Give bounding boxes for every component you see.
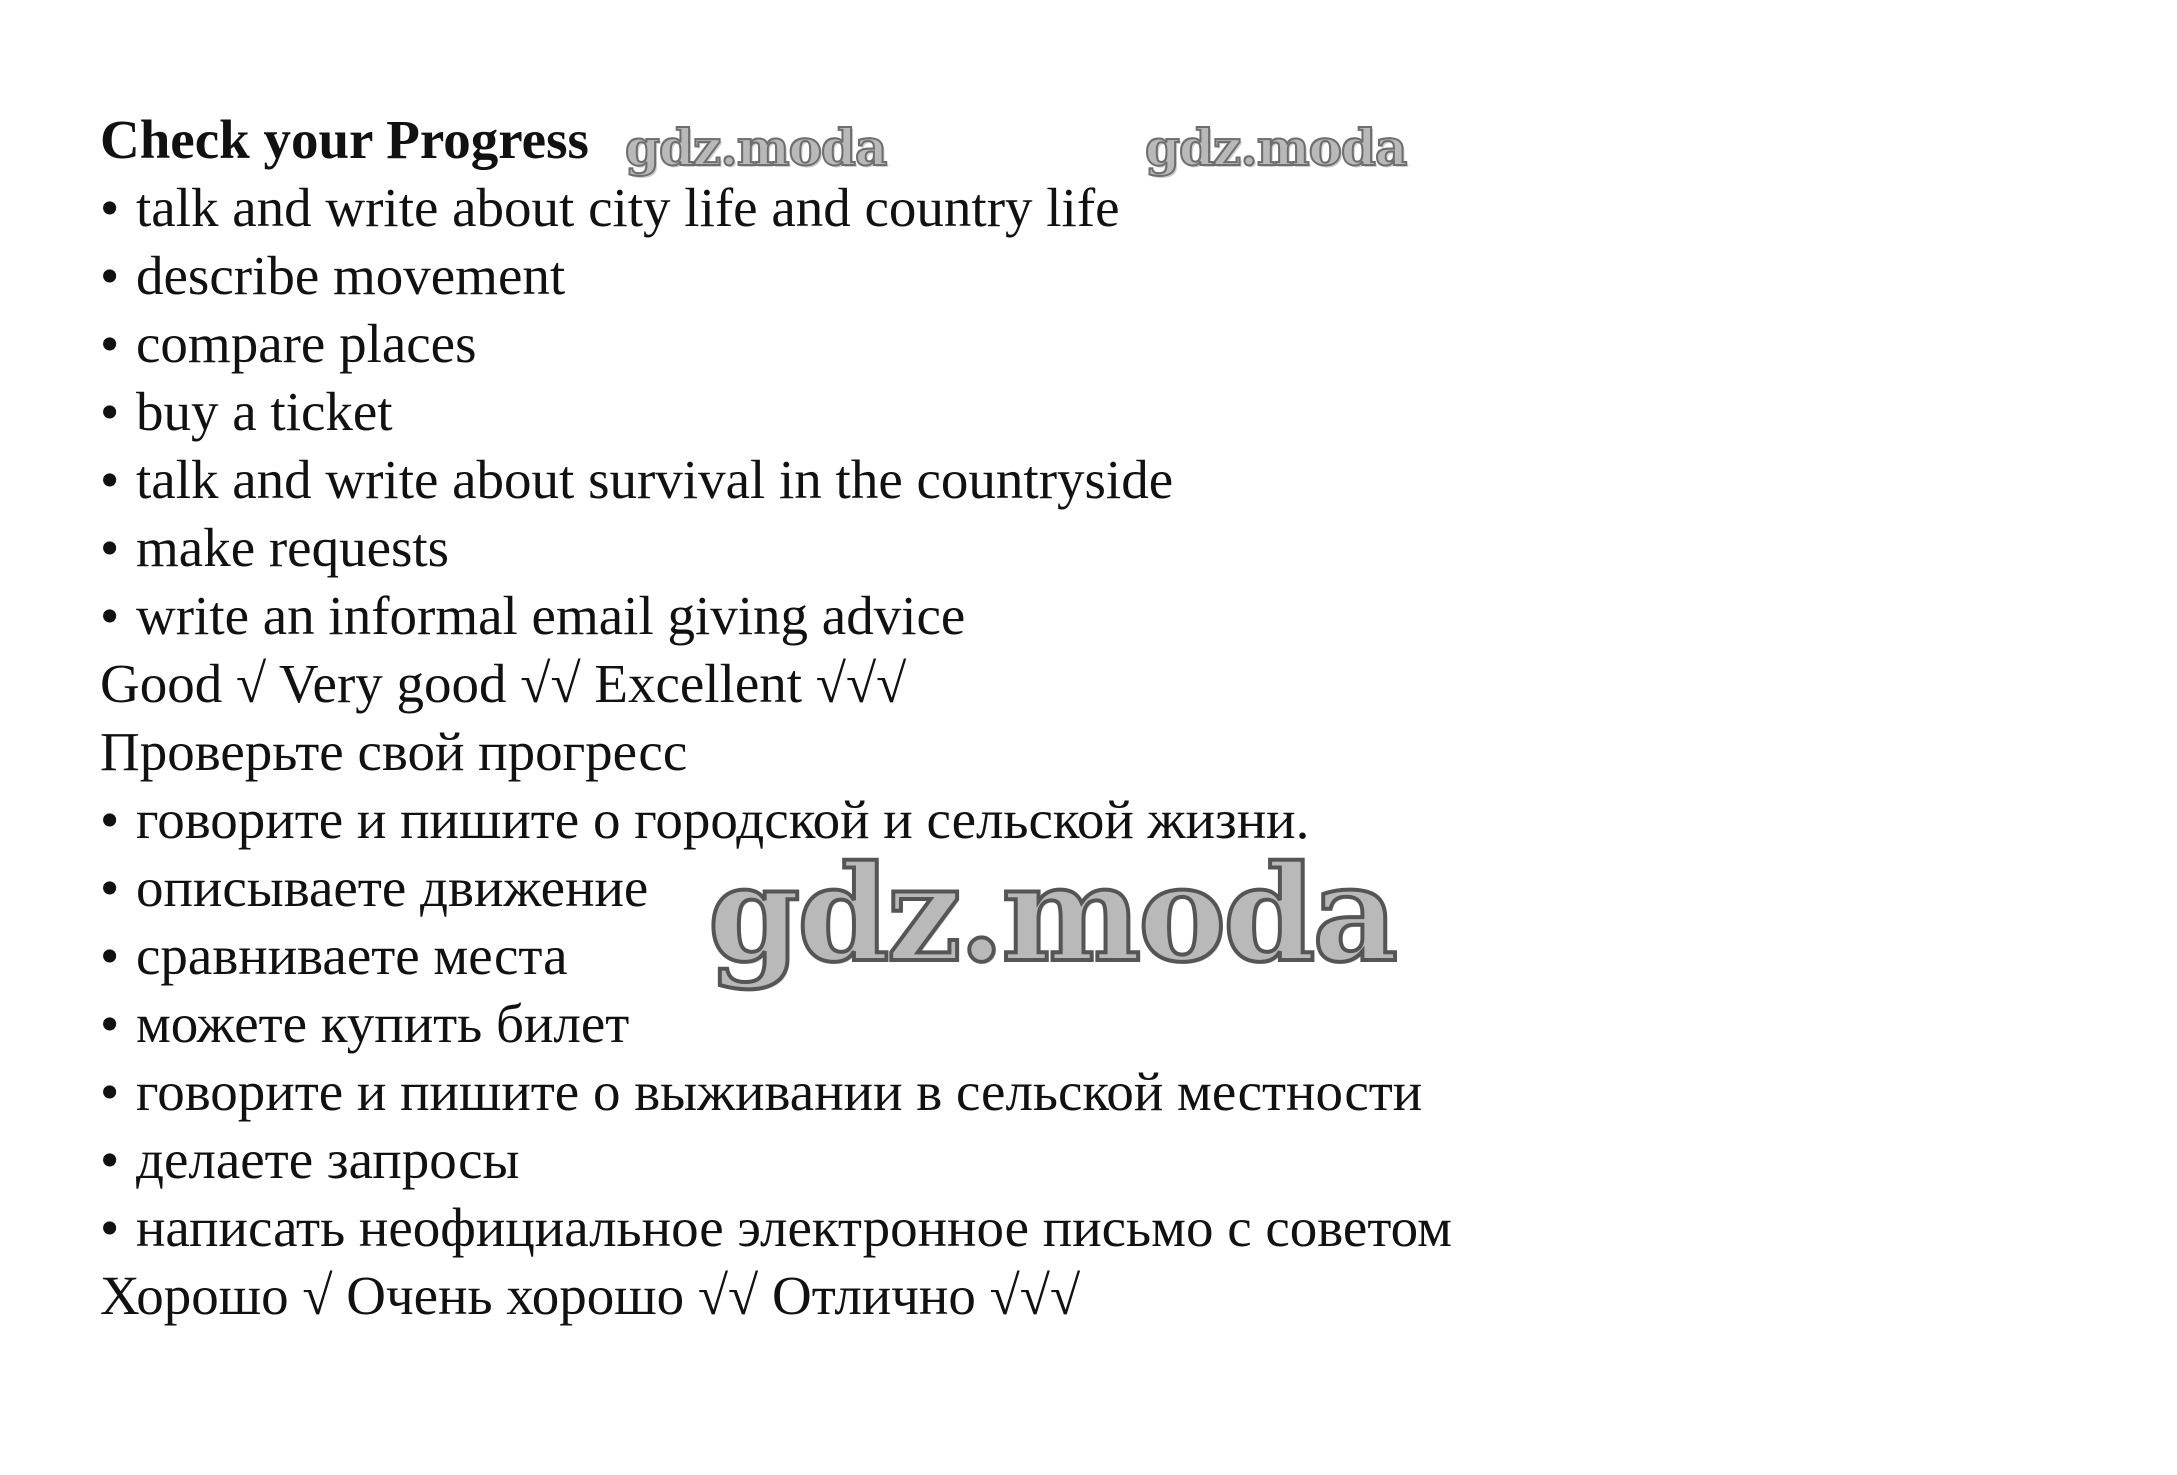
list-item-text: talk and write about city life and country life xyxy=(136,177,1120,238)
watermark-top-right: gdz.moda xyxy=(1145,118,1407,177)
rating-line-english: Good √ Very good √√ Excellent √√√ xyxy=(100,653,907,714)
list-item-text: написать неофициальное электронное письмо с советом xyxy=(136,1197,1452,1258)
list-item xyxy=(100,582,2000,650)
bullet-icon: • xyxy=(100,517,120,578)
list-item xyxy=(100,174,2000,242)
list-item-text: talk and write about survival in the countryside xyxy=(136,449,1174,510)
bullet-icon: • xyxy=(100,1061,120,1122)
bullet-icon: • xyxy=(100,993,120,1054)
bullet-icon: • xyxy=(100,177,120,238)
bullet-icon: • xyxy=(100,585,120,646)
bullet-icon: • xyxy=(100,1197,120,1258)
list-item-text: делаете запросы xyxy=(136,1129,520,1190)
list-item xyxy=(100,378,2000,446)
list-item xyxy=(100,242,2000,310)
list-item xyxy=(100,310,2000,378)
list-item xyxy=(100,990,2000,1058)
list-item-text: compare places xyxy=(136,313,477,374)
list-item-text: говорите и пишите о выживании в сельской местности xyxy=(136,1061,1423,1122)
list-item xyxy=(100,1194,2000,1262)
list-item-text: describe movement xyxy=(136,245,566,306)
list-item-text: говорите и пишите о городской и сельской жизни. xyxy=(136,789,1310,850)
bullet-icon: • xyxy=(100,789,120,850)
list-item-text: можете купить билет xyxy=(136,993,630,1054)
rating-line-russian: Хорошо √ Очень хорошо √√ Отлично √√√ xyxy=(100,1265,1081,1326)
bullet-icon: • xyxy=(100,857,120,918)
bullet-icon: • xyxy=(100,1129,120,1190)
list-item xyxy=(100,514,2000,582)
watermark-center: gdz.moda xyxy=(708,837,1396,992)
bullet-icon: • xyxy=(100,381,120,442)
bullet-icon: • xyxy=(100,313,120,374)
list-item xyxy=(100,446,2000,514)
list-item xyxy=(100,1126,2000,1194)
watermark-top-left: gdz.moda xyxy=(625,118,887,177)
list-item-text: buy a ticket xyxy=(136,381,393,442)
bullet-icon: • xyxy=(100,925,120,986)
list-item-text: описываете движение xyxy=(136,857,649,918)
bullet-icon: • xyxy=(100,245,120,306)
list-item-text: make requests xyxy=(136,517,450,578)
list-item xyxy=(100,1058,2000,1126)
list-item-text: write an informal email giving advice xyxy=(136,585,966,646)
page-title: Check your Progress xyxy=(100,109,589,170)
list-item-text: сравниваете места xyxy=(136,925,568,986)
russian-title: Проверьте свой прогресс xyxy=(100,721,688,782)
bullet-icon: • xyxy=(100,449,120,510)
document-text xyxy=(100,106,2000,1330)
